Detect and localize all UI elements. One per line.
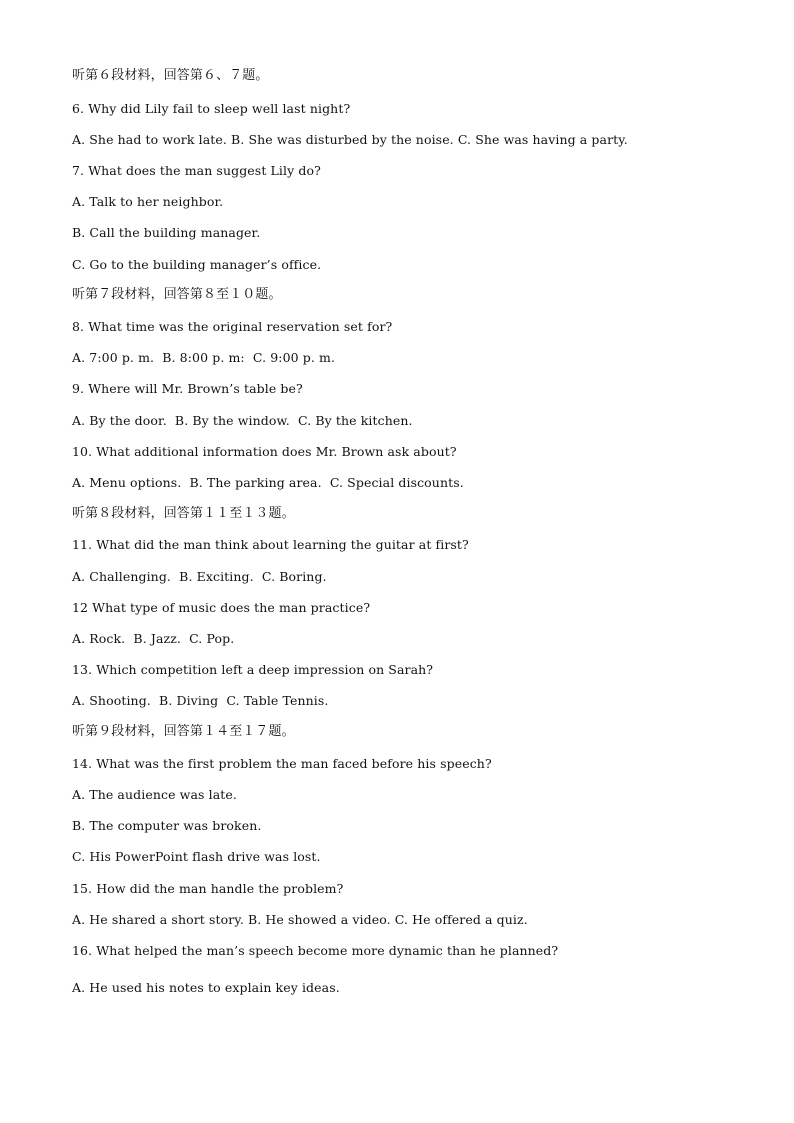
question-12: 12 What type of music does the man practice? <box>72 600 371 615</box>
question-6: 6. Why did Lily fail to sleep well last night? <box>72 101 351 116</box>
section-heading-8: 听第８段材料，回答第１１至１３题。 <box>72 506 295 521</box>
question-16: 16. What helped the man’s speech become more dynamic than he planned? <box>72 943 559 958</box>
option-16a: A. He used his notes to explain key ideas. <box>72 980 340 995</box>
section-heading-7: 听第７段材料，回答第８至１０题。 <box>72 287 282 302</box>
options-9: A. By the door. B. By the window. C. By the kitchen. <box>72 413 413 428</box>
options-8: A. 7:00 p. m. B. 8:00 p. m: C. 9:00 p. m. <box>72 350 336 365</box>
option-14a: A. The audience was late. <box>72 787 237 802</box>
question-7: 7. What does the man suggest Lily do? <box>72 163 321 178</box>
option-7b: B. Call the building manager. <box>72 225 261 240</box>
question-11: 11. What did the man think about learning the guitar at first? <box>72 537 469 552</box>
options-6: A. She had to work late. B. She was disturbed by the noise. C. She was having a party. <box>72 132 628 147</box>
section-heading-6: 听第６段材料，回答第６、７题。 <box>72 68 269 83</box>
options-12: A. Rock. B. Jazz. C. Pop. <box>72 631 235 646</box>
question-13: 13. Which competition left a deep impression on Sarah? <box>72 662 434 677</box>
option-7c: C. Go to the building manager’s office. <box>72 257 322 272</box>
options-10: A. Menu options. B. The parking area. C. Special discounts. <box>72 475 464 490</box>
question-15: 15. How did the man handle the problem? <box>72 881 344 896</box>
question-10: 10. What additional information does Mr. Brown ask about? <box>72 444 457 459</box>
options-11: A. Challenging. B. Exciting. C. Boring. <box>72 569 327 584</box>
option-14c: C. His PowerPoint flash drive was lost. <box>72 849 321 864</box>
section-heading-9: 听第９段材料，回答第１４至１７题。 <box>72 724 295 739</box>
options-15: A. He shared a short story. B. He showed a video. C. He offered a quiz. <box>72 912 528 927</box>
option-14b: B. The computer was broken. <box>72 818 262 833</box>
options-13: A. Shooting. B. Diving C. Table Tennis. <box>72 693 329 708</box>
question-8: 8. What time was the original reservation set for? <box>72 319 393 334</box>
question-9: 9. Where will Mr. Brown’s table be? <box>72 381 303 396</box>
question-14: 14. What was the first problem the man faced before his speech? <box>72 756 492 771</box>
option-7a: A. Talk to her neighbor. <box>72 194 224 209</box>
